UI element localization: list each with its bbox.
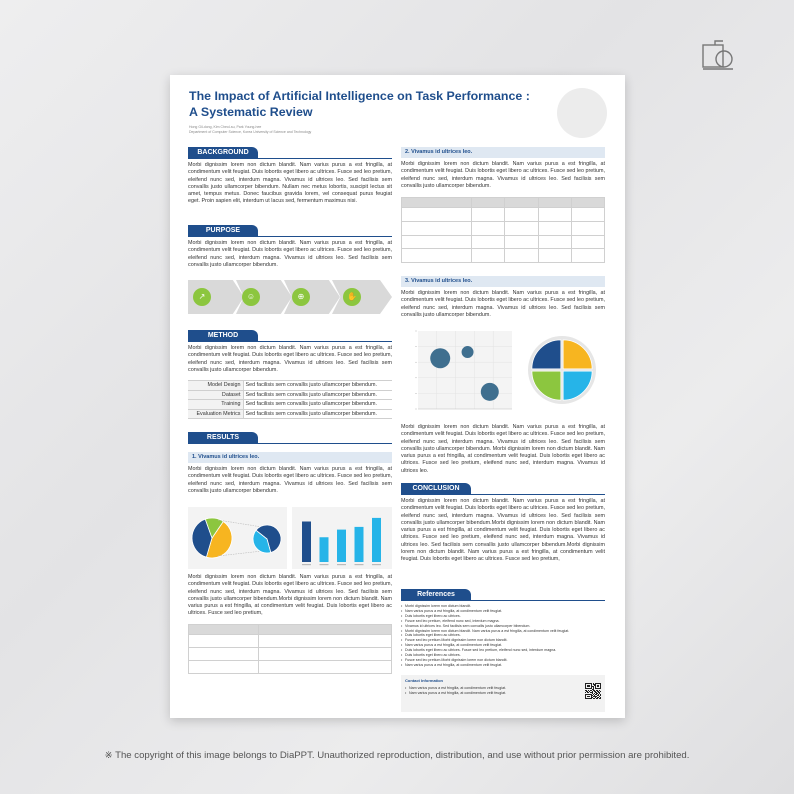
bubble-chart bbox=[408, 327, 518, 417]
qr-module bbox=[588, 688, 589, 689]
results-text-3: Morbi dignissim lorem non dictum blandit. Nam varius purus a est fringilla, at condimentum velit feugiat. Duis lobortis eget libero ac ultrices. Fusce sed leo pretium, eleifend nunc sed, interdum magna. Vivamus id ultrices leo. Sed facilisis sem convallis justo ullamcorper bibendum. bbox=[401, 161, 605, 189]
reference-item: • Nam varius purus a est fringilla, at condimentum velit feugiat. bbox=[401, 643, 605, 648]
qr-module bbox=[588, 683, 589, 684]
qr-module bbox=[591, 695, 592, 696]
reference-item: • Duis lobortis eget libero ac ultrices. Fusce sed leo pretium, eleifend nunc sed, interdum magna. bbox=[401, 648, 605, 653]
qr-module bbox=[587, 685, 588, 686]
qr-module bbox=[592, 697, 593, 698]
qr-module bbox=[585, 685, 586, 686]
qr-module bbox=[589, 686, 590, 687]
qr-module bbox=[593, 683, 594, 684]
people-icon: ☺ bbox=[242, 288, 260, 306]
bubble-point bbox=[430, 348, 450, 368]
qr-module bbox=[597, 683, 598, 684]
qr-module bbox=[585, 697, 586, 698]
section-conclusion bbox=[401, 483, 605, 495]
qr-module bbox=[593, 684, 594, 685]
qr-module bbox=[590, 690, 591, 691]
qr-module bbox=[585, 695, 586, 696]
qr-module bbox=[587, 694, 588, 695]
table-row bbox=[188, 400, 392, 410]
table-value: Sed facilisis sem convallis justo ullamcorper bibendum. bbox=[243, 390, 392, 400]
poster-authors bbox=[189, 125, 389, 134]
qr-module bbox=[600, 695, 601, 696]
qr-module bbox=[599, 696, 600, 697]
qr-module bbox=[600, 691, 601, 692]
reference-item: • Fusce sed leo pretium.Morbi dignissim lorem non dictum blandit. bbox=[401, 658, 605, 663]
section-heading: METHOD bbox=[188, 330, 258, 342]
qr-module bbox=[593, 688, 594, 689]
qr-module bbox=[591, 690, 592, 691]
results-text-1: Morbi dignissim lorem non dictum blandit. Nam varius purus a est fringilla, at condimentum velit feugiat. Duis lobortis eget libero ac ultrices. Fusce sed leo pretium, eleifend nunc sed, interdum magna. Vivamus id ultrices leo. Sed facilisis sem convallis justo ullamcorper bibendum. bbox=[188, 466, 392, 494]
table-row bbox=[188, 390, 392, 400]
qr-module bbox=[597, 695, 598, 696]
bar bbox=[372, 518, 381, 562]
contact-line: • Nam varius purus a est fringilla, at condimentum velit feugiat. bbox=[405, 691, 506, 696]
qr-module bbox=[594, 696, 595, 697]
section-references bbox=[401, 589, 605, 601]
qr-module bbox=[595, 696, 596, 697]
qr-module bbox=[593, 698, 594, 699]
qr-module bbox=[598, 697, 599, 698]
qr-module bbox=[588, 698, 589, 699]
reference-item: • Fusce sed leo pretium.Morbi dignissim lorem non dictum blandit. bbox=[401, 638, 605, 643]
qr-module bbox=[589, 698, 590, 699]
reference-item: • Duis lobortis eget libero ac ultrices. bbox=[401, 653, 605, 658]
qr-module bbox=[595, 683, 596, 684]
qr-module bbox=[595, 685, 596, 686]
qr-module bbox=[585, 690, 586, 691]
qr-module bbox=[596, 696, 597, 697]
qr-module bbox=[598, 685, 599, 686]
qr-module bbox=[599, 692, 600, 693]
copyright-notice: ※ The copyright of this image belongs to DiaPPT. Unauthorized reproduction, distribution, and use without prior permission are prohibited. bbox=[104, 750, 690, 761]
qr-module bbox=[585, 694, 586, 695]
section-heading: RESULTS bbox=[188, 432, 258, 444]
qr-module bbox=[594, 698, 595, 699]
qr-module bbox=[587, 691, 588, 692]
qr-module bbox=[594, 693, 595, 694]
bar-tick-label bbox=[320, 564, 329, 565]
section-results bbox=[188, 432, 392, 444]
qr-code bbox=[583, 681, 603, 701]
results-subheading-3: 3. Vivamus id ultrices leo. bbox=[401, 276, 605, 287]
table-value: Sed facilisis sem convallis justo ullamcorper bibendum. bbox=[243, 400, 392, 410]
table-key: Dataset bbox=[188, 390, 243, 400]
qr-module bbox=[600, 684, 601, 685]
section-heading: CONCLUSION bbox=[401, 483, 471, 495]
qr-module bbox=[590, 688, 591, 689]
globe-icon: ⊕ bbox=[292, 288, 310, 306]
qr-module bbox=[589, 694, 590, 695]
section-heading: BACKGROUND bbox=[188, 147, 258, 159]
bar bbox=[355, 527, 364, 562]
qr-module bbox=[600, 688, 601, 689]
qr-module bbox=[598, 683, 599, 684]
qr-module bbox=[596, 694, 597, 695]
qr-module bbox=[599, 698, 600, 699]
qr-module bbox=[594, 690, 595, 691]
qr-module bbox=[589, 691, 590, 692]
qr-module bbox=[595, 691, 596, 692]
qr-module bbox=[595, 688, 596, 689]
qr-module bbox=[597, 698, 598, 699]
authors-affiliation: Department of Computer Science, Korea University of Science and Technology bbox=[189, 129, 312, 134]
qr-module bbox=[591, 698, 592, 699]
qr-module bbox=[595, 686, 596, 687]
qr-module bbox=[585, 696, 586, 697]
qr-module bbox=[600, 686, 601, 687]
contact-line: • Nam varius purus a est fringilla, at condimentum velit feugiat. bbox=[405, 686, 506, 691]
qr-module bbox=[598, 686, 599, 687]
qr-module bbox=[585, 688, 586, 689]
qr-module bbox=[587, 686, 588, 687]
qr-module bbox=[587, 698, 588, 699]
qr-module bbox=[586, 698, 587, 699]
qr-module bbox=[598, 694, 599, 695]
qr-module bbox=[596, 698, 597, 699]
qr-module bbox=[586, 683, 587, 684]
bar-tick-label bbox=[372, 564, 381, 565]
qr-module bbox=[595, 694, 596, 695]
poster bbox=[170, 75, 625, 718]
qr-module bbox=[591, 692, 592, 693]
qr-module bbox=[586, 691, 587, 692]
pie-chart-panel bbox=[188, 507, 287, 569]
qr-module bbox=[587, 692, 588, 693]
table-row bbox=[188, 381, 392, 391]
pie-slice bbox=[532, 371, 561, 400]
purpose-text: Morbi dignissim lorem non dictum blandit. Nam varius purus a est fringilla, at condimentum velit feugiat. Duis lobortis eget libero ac ultrices. Fusce sed leo pretium, eleifend nunc sed, interdum magna. Vivamus id ultrices leo. Sed facilisis sem convallis justo ullamcorper bibendum. bbox=[188, 240, 392, 268]
bar-tick-label bbox=[337, 564, 346, 565]
bubble-point bbox=[462, 346, 474, 358]
qr-module bbox=[588, 696, 589, 697]
reference-item: • Duis lobortis eget libero ac ultrices. bbox=[401, 633, 605, 638]
bubble-point bbox=[481, 383, 499, 401]
qr-module bbox=[589, 685, 590, 686]
hand-icon: ✋ bbox=[343, 288, 361, 306]
qr-module bbox=[597, 686, 598, 687]
bar-tick-label bbox=[355, 564, 364, 565]
qr-module bbox=[599, 693, 600, 694]
qr-module bbox=[587, 696, 588, 697]
qr-module bbox=[600, 698, 601, 699]
qr-module bbox=[588, 685, 589, 686]
qr-module bbox=[592, 692, 593, 693]
qr-module bbox=[593, 696, 594, 697]
qr-module bbox=[585, 687, 586, 688]
qr-module bbox=[600, 683, 601, 684]
qr-module bbox=[600, 685, 601, 686]
qr-module bbox=[591, 686, 592, 687]
bar bbox=[302, 522, 311, 563]
qr-module bbox=[591, 687, 592, 688]
pie-slice bbox=[563, 371, 592, 400]
reference-item: • Morbi dignissim lorem non dictum blandit. bbox=[401, 604, 605, 609]
reference-item: • Vivamus id ultrices leo. Sed facilisis sem convallis justo ullamcorper bibendum. bbox=[401, 624, 605, 629]
qr-module bbox=[595, 697, 596, 698]
method-text: Morbi dignissim lorem non dictum blandit. Nam varius purus a est fringilla, at condimentum velit feugiat. Duis lobortis eget libero ac ultrices. Fusce sed leo pretium, eleifend nunc sed, interdum magna. Vivamus id ultrices leo. Sed facilisis sem convallis justo ullamcorper bibendum. bbox=[188, 345, 392, 373]
qr-module bbox=[591, 697, 592, 698]
qr-module bbox=[600, 697, 601, 698]
table-row bbox=[188, 409, 392, 419]
quadrant-pie-chart bbox=[527, 333, 597, 408]
qr-module bbox=[599, 683, 600, 684]
qr-module bbox=[586, 694, 587, 695]
qr-module bbox=[599, 690, 600, 691]
bar bbox=[320, 537, 329, 562]
reference-item: • Morbi dignissim lorem non dictum blandit. Nam varius purus a est fringilla, at condimentum velit feugiat. bbox=[401, 629, 605, 634]
qr-module bbox=[593, 690, 594, 691]
qr-module bbox=[597, 688, 598, 689]
qr-module bbox=[592, 693, 593, 694]
logo-placeholder bbox=[557, 88, 607, 138]
qr-module bbox=[585, 686, 586, 687]
plot-area bbox=[418, 331, 512, 409]
qr-module bbox=[598, 691, 599, 692]
section-method bbox=[188, 330, 392, 342]
references-list bbox=[401, 604, 605, 668]
section-background bbox=[188, 147, 392, 159]
qr-module bbox=[594, 691, 595, 692]
qr-module bbox=[598, 688, 599, 689]
authors-names: Hong Gil-dong, Kim Cheol-su, Park Young-hee bbox=[189, 125, 262, 129]
qr-module bbox=[596, 683, 597, 684]
qr-module bbox=[585, 692, 586, 693]
qr-module bbox=[590, 698, 591, 699]
qr-module bbox=[591, 694, 592, 695]
qr-module bbox=[596, 690, 597, 691]
qr-module bbox=[596, 692, 597, 693]
qr-module bbox=[591, 685, 592, 686]
table-key: Training bbox=[188, 400, 243, 410]
qr-module bbox=[585, 683, 586, 684]
qr-module bbox=[592, 689, 593, 690]
qr-module bbox=[591, 688, 592, 689]
qr-module bbox=[595, 687, 596, 688]
qr-module bbox=[592, 695, 593, 696]
qr-module bbox=[597, 697, 598, 698]
table-value: Sed facilisis sem convallis justo ullamcorper bibendum. bbox=[243, 381, 392, 391]
results-text-5: Morbi dignissim lorem non dictum blandit. Nam varius purus a est fringilla, at condimentum velit feugiat. Duis lobortis eget libero ac ultrices. Fusce sed leo pretium, eleifend nunc sed, interdum magna. Vivamus id ultrices leo. Sed facilisis sem convallis justo ullamcorper bibendum. Morbi dignissim lorem non dictum blandit. Nam varius purus a est fringilla, at condimentum velit feugiat. Duis lobortis eget libero ac ultrices. Fusce sed leo pretium, eleifend nunc sed, interdum magna. Vivamus id ultrices leo. bbox=[401, 424, 605, 474]
qr-module bbox=[589, 688, 590, 689]
qr-module bbox=[599, 688, 600, 689]
qr-module bbox=[590, 694, 591, 695]
results-table-2 bbox=[401, 197, 605, 263]
pie-ring bbox=[528, 336, 596, 404]
reference-item: • Nam varius purus a est fringilla, at condimentum velit feugiat. bbox=[401, 663, 605, 668]
qr-module bbox=[594, 684, 595, 685]
qr-module bbox=[600, 694, 601, 695]
qr-module bbox=[591, 684, 592, 685]
poster-title: The Impact of Artificial Intelligence on Task Performance : A Systematic Review bbox=[189, 89, 530, 119]
qr-module bbox=[597, 685, 598, 686]
bar-chart bbox=[292, 507, 392, 569]
qr-module bbox=[588, 692, 589, 693]
contact-title: Contact Information bbox=[405, 678, 443, 683]
pie-slice bbox=[532, 340, 561, 369]
table-key: Model Design bbox=[188, 381, 243, 391]
results-subheading-2: 2. Vivamus id ultrices leo. bbox=[401, 147, 605, 158]
qr-module bbox=[596, 693, 597, 694]
qr-module bbox=[591, 683, 592, 684]
qr-module bbox=[588, 690, 589, 691]
qr-module bbox=[589, 683, 590, 684]
chart-icon: ↗ bbox=[193, 288, 211, 306]
results-subheading-1: 1. Vivamus id ultrices leo. bbox=[188, 452, 392, 463]
qr-module bbox=[596, 688, 597, 689]
qr-module bbox=[593, 686, 594, 687]
qr-module bbox=[589, 696, 590, 697]
qr-module bbox=[597, 691, 598, 692]
qr-module bbox=[586, 690, 587, 691]
pie-chart bbox=[188, 507, 287, 569]
qr-module bbox=[593, 687, 594, 688]
qr-module bbox=[594, 685, 595, 686]
bar bbox=[337, 530, 346, 562]
pie-slice bbox=[563, 340, 592, 369]
diappt-logo bbox=[701, 39, 735, 71]
bar-tick-label bbox=[302, 564, 311, 565]
qr-module bbox=[598, 695, 599, 696]
qr-module bbox=[600, 687, 601, 688]
method-table bbox=[188, 380, 392, 419]
results-table-1 bbox=[188, 624, 392, 674]
section-purpose bbox=[188, 225, 392, 237]
reference-item: • Fusce sed leo pretium, eleifend nunc sed, interdum magna. bbox=[401, 619, 605, 624]
qr-module bbox=[588, 694, 589, 695]
qr-module bbox=[588, 686, 589, 687]
qr-module bbox=[598, 692, 599, 693]
qr-module bbox=[597, 690, 598, 691]
contact-box bbox=[401, 675, 605, 712]
flow-arrow bbox=[332, 280, 392, 314]
qr-module bbox=[587, 683, 588, 684]
qr-module bbox=[597, 693, 598, 694]
conclusion-text: Morbi dignissim lorem non dictum blandit. Nam varius purus a est fringilla, at condimentum velit feugiat. Duis lobortis eget libero ac ultrices. Fusce sed leo pretium, eleifend nunc sed, interdum magna. Vivamus id ultrices leo. Sed facilisis sem convallis justo ullamcorper bibendum.Morbi dignissim lorem non dictum blandit. Nam varius purus a est fringilla, at condimentum velit feugiat. Duis lobortis eget libero ac ultrices. Fusce sed leo pretium, eleifend nunc sed, interdum magna. Vivamus id ultrices leo. Sed facilisis sem convallis justo ullamcorper bibendum.Morbi dignissim lorem non dictum blandit. Nam varius purus a est fringilla, at condimentum velit feugiat. Duis lobortis eget libero ac ultrices. Fusce sed leo pretium, bbox=[401, 498, 605, 563]
results-text-2: Morbi dignissim lorem non dictum blandit. Nam varius purus a est fringilla, at condimentum velit feugiat. Duis lobortis eget libero ac ultrices. Fusce sed leo pretium, eleifend nunc sed, interdum magna. Vivamus id ultrices leo. Sed facilisis sem convallis justo ullamcorper bibendum.Morbi dignissim lorem non dictum blandit. Nam varius purus a est fringilla, at condimentum velit feugiat. Duis lobortis eget libero ac ultrices. Fusce sed leo pretium, bbox=[188, 574, 392, 617]
table-value: Sed facilisis sem convallis justo ullamcorper bibendum. bbox=[243, 409, 392, 419]
qr-module bbox=[591, 696, 592, 697]
qr-module bbox=[586, 688, 587, 689]
qr-module bbox=[587, 688, 588, 689]
qr-module bbox=[594, 695, 595, 696]
qr-module bbox=[590, 683, 591, 684]
table-key: Evaluation Metrics bbox=[188, 409, 243, 419]
bar-chart-panel bbox=[292, 507, 392, 569]
qr-module bbox=[595, 684, 596, 685]
qr-module bbox=[592, 691, 593, 692]
qr-module bbox=[593, 689, 594, 690]
qr-module bbox=[592, 686, 593, 687]
section-heading: References bbox=[401, 589, 471, 601]
process-flow bbox=[188, 280, 392, 314]
background-text: Morbi dignissim lorem non dictum blandit. Nam varius purus a est fringilla, at condimentum velit feugiat. Duis lobortis eget libero ac ultrices. Fusce sed leo pretium, eleifend nunc sed, interdum magna. Vivamus id ultrices leo. Sed facilisis sem convallis justo ullamcorper bibendum. Nullam nec metus lobortis, suscipit lectus sit amet, tempus metus. Donec faucibus gravida lorem, vel consequat purus feugiat eget. Proin sapien elit, interdum ut lacus sed, fermentum maximus nisi. bbox=[188, 162, 392, 205]
reference-item: • Nam varius purus a est fringilla, at condimentum velit feugiat. bbox=[401, 609, 605, 614]
reference-item: • Duis lobortis eget libero ac ultrices. bbox=[401, 614, 605, 619]
results-text-4: Morbi dignissim lorem non dictum blandit. Nam varius purus a est fringilla, at condimentum velit feugiat. Duis lobortis eget libero ac ultrices. Fusce sed leo pretium, eleifend nunc sed, interdum magna. Vivamus id ultrices leo. Sed facilisis sem convallis justo ullamcorper bibendum. bbox=[401, 290, 605, 318]
contact-lines bbox=[405, 686, 506, 696]
section-heading: PURPOSE bbox=[188, 225, 258, 237]
qr-module bbox=[585, 684, 586, 685]
qr-module bbox=[585, 698, 586, 699]
qr-module bbox=[593, 694, 594, 695]
qr-module bbox=[590, 692, 591, 693]
qr-module bbox=[595, 692, 596, 693]
